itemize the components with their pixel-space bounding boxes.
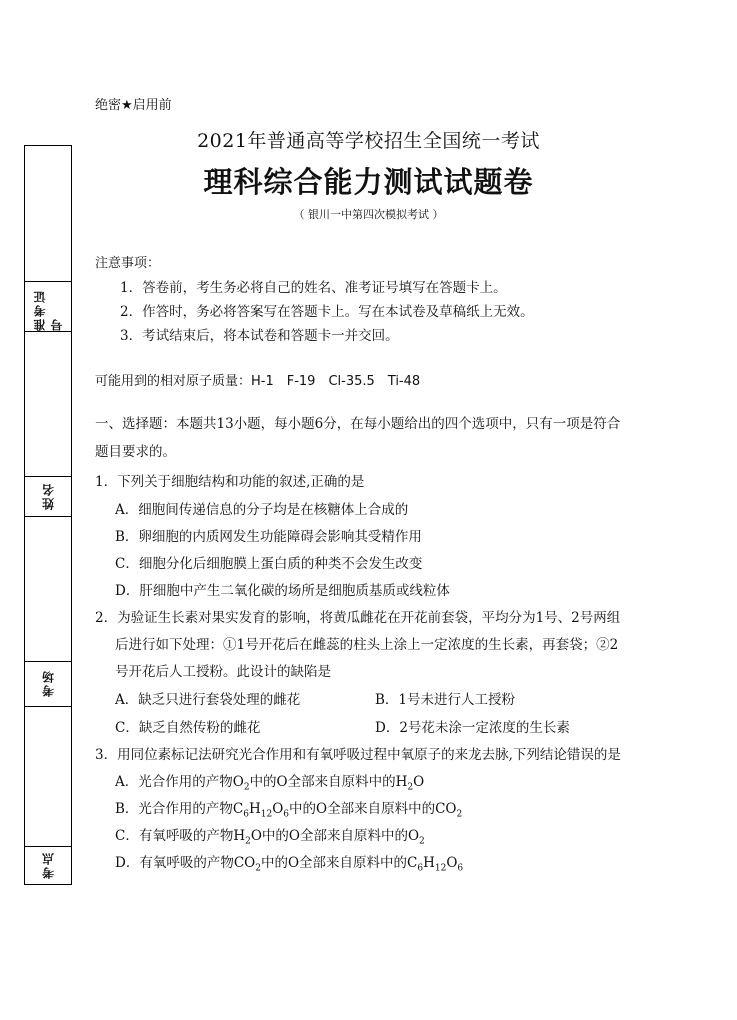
subscript: 6	[417, 863, 424, 874]
option-text: O中的O全部来自原料中的O	[250, 828, 420, 844]
notice-item: 1．答卷前，考生务必将自己的姓名、准考证号填写在答题卡上。	[120, 280, 507, 296]
question-3-option-b	[115, 797, 462, 820]
strip-divider	[25, 706, 71, 707]
subscript: 6	[457, 863, 464, 874]
question-1-option-a: A．细胞间传递信息的分子均是在核糖体上合成的	[115, 502, 409, 518]
strip-label-exam-room: 考场	[41, 669, 56, 698]
option-text: O	[272, 801, 284, 817]
question-3-option-c	[115, 824, 425, 847]
section-instructions	[95, 410, 655, 466]
subscript: 12	[260, 809, 273, 820]
question-2-stem-line: 2．为验证生长素对果实发育的影响，将黄瓜雌花在开花前套袋，平均分为1号、2号两组	[95, 610, 621, 626]
section-instructions-line: 题目要求的。	[95, 444, 176, 460]
strip-divider	[25, 331, 71, 332]
strip-divider	[25, 516, 71, 517]
paper-subtitle: （ 银川一中第四次模拟考试 ）	[293, 208, 444, 221]
subscript: 2	[243, 782, 250, 793]
candidate-info-strip	[24, 145, 72, 885]
option-text: D．有氧呼吸的产物CO	[115, 855, 256, 871]
question-2-option-b: B．1号未进行人工授粉	[375, 692, 516, 708]
question-2-option-d: D．2号花未涂一定浓度的生长素	[375, 720, 570, 736]
notice-item: 3．考试结束后，将本试卷和答题卡一并交回。	[120, 328, 399, 344]
option-text: A．光合作用的产物O	[115, 774, 244, 790]
option-text: O	[413, 774, 425, 790]
exam-name: 2021年普通高等学校招生全国统一考试	[197, 130, 540, 152]
option-text: C．有氧呼吸的产物H	[115, 828, 246, 844]
question-3-option-d	[115, 851, 463, 874]
option-text: B．光合作用的产物C	[115, 801, 244, 817]
question-1-option-b: B．卵细胞的内质网发生功能障碍会影响其受精作用	[115, 529, 422, 545]
option-text: 中的O全部来自原料中的H	[249, 774, 408, 790]
paper-title: 理科综合能力测试试题卷	[203, 165, 534, 199]
question-2-stem-line: 号开花后人工授粉。此设计的缺陷是	[115, 664, 331, 680]
option-text: O	[446, 855, 458, 871]
option-text: H	[248, 801, 261, 817]
subscript: 6	[283, 809, 290, 820]
subscript: 2	[255, 863, 261, 874]
option-text: 中的O全部来自原料中的C	[260, 855, 418, 871]
subscript: 2	[245, 836, 251, 847]
subscript: 6	[243, 809, 249, 820]
subscript: 2	[419, 836, 425, 847]
question-2-option-c: C．缺乏自然传粉的雌花	[115, 720, 261, 736]
question-1-stem: 1．下列关于细胞结构和功能的叙述,正确的是	[95, 474, 365, 490]
subscript: 2	[407, 782, 414, 793]
question-2-option-a: A．缺乏只进行套袋处理的雌花	[115, 692, 301, 708]
question-2-stem-line: 后进行如下处理：①1号开花后在雌蕊的柱头上涂上一定浓度的生长素，再套袋；②2	[115, 637, 619, 653]
question-3-option-a	[115, 770, 424, 793]
strip-label-name: 姓名	[41, 482, 56, 510]
question-1-option-d: D．肝细胞中产生二氧化碳的场所是细胞质基质或线粒体	[115, 583, 450, 599]
strip-label-admission-number: 准考证号	[33, 289, 64, 331]
subscript: 2	[456, 809, 463, 820]
confidential-mark: 绝密★启用前	[95, 98, 172, 113]
strip-label-exam-site: 考点	[41, 851, 56, 879]
atomic-mass-line: 可能用到的相对原子质量：H-1 F-19 Cl-35.5 Ti-48	[95, 374, 421, 389]
notice-heading: 注意事项：	[95, 256, 161, 271]
notice-item: 2．作答时，务必将答案写在答题卡上。写在本试卷及草稿纸上无效。	[120, 304, 534, 320]
option-text: H	[423, 855, 435, 871]
section-instructions-line: 一、选择题：本题共13小题，每小题6分，在每小题给出的四个选项中，只有一项是符合	[95, 416, 621, 432]
question-3-stem: 3．用同位素标记法研究光合作用和有氧呼吸过程中氧原子的来龙去脉,下列结论错误的是	[95, 747, 621, 763]
question-1-option-c: C．细胞分化后细胞膜上蛋白质的种类不会发生改变	[115, 556, 423, 572]
subscript: 12	[434, 863, 447, 874]
option-text: 中的O全部来自原料中的CO	[289, 801, 457, 817]
